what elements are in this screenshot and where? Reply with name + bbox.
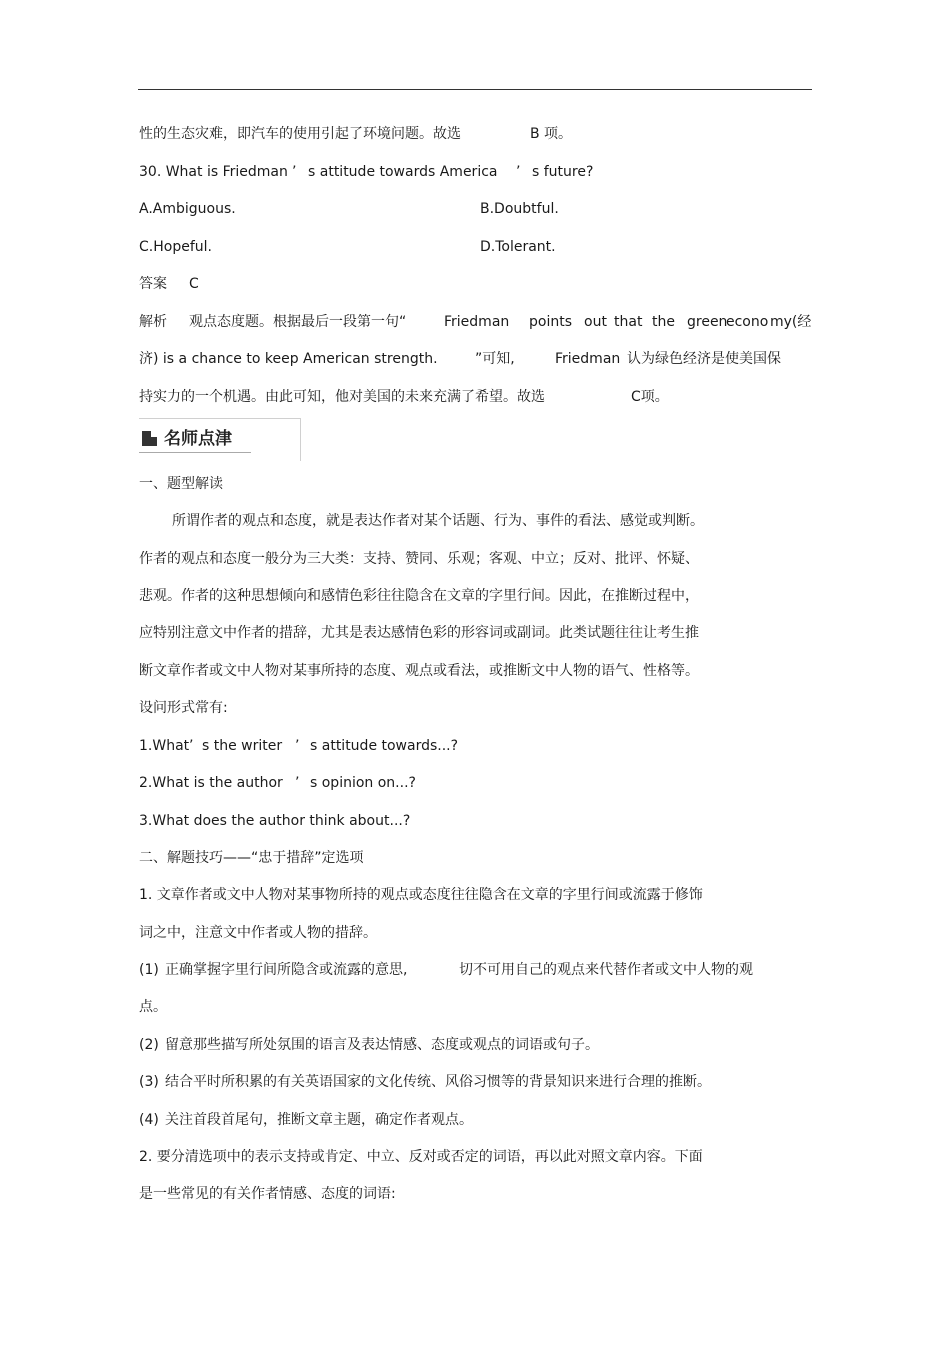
text-segment: (1) [139, 962, 159, 978]
text-segment: C项。 [631, 389, 669, 405]
text-segment: Friedman [555, 351, 621, 367]
square-marker-icon [142, 431, 157, 446]
text-segment: 切不可用自己的观点来代替作者或文中人物的观 [459, 962, 753, 978]
text-segment: 设问形式常有: [139, 700, 228, 716]
text-segment: 结合平时所积累的有关英语国家的文化传统、风俗习惯等的背景知识来进行合理的推断。 [165, 1074, 711, 1090]
text-segment: ’ [292, 164, 297, 180]
text-segment: green [687, 314, 728, 330]
text-segment: 所谓作者的观点和态度，就是表达作者对某个话题、行为、事件的看法、感觉或判断。 [172, 513, 704, 529]
text-segment: D.Tolerant. [480, 239, 556, 255]
text-segment: 解析 [139, 314, 167, 330]
text-segment: 认为绿色经济是使美国保 [627, 351, 781, 367]
text-segment: the [652, 314, 675, 330]
section-badge-label: 名师点津 [164, 429, 232, 449]
text-segment: 是一些常见的有关作者情感、态度的词语: [139, 1186, 396, 1202]
text-segment: s attitude towards...? [310, 738, 459, 754]
text-segment: 点。 [139, 999, 167, 1015]
text-segment: ”可知, [475, 351, 515, 367]
text-segment: 断文章作者或文中人物对某事所持的态度、观点或看法，或推断文中人物的语气、性格等。 [139, 663, 699, 679]
text-segment: 悲观。作者的这种思想倾向和感情色彩往往隐含在文章的字里行间。因此，在推断过程中， [139, 588, 699, 604]
text-segment: 关注首段首尾句，推断文章主题，确定作者观点。 [165, 1112, 473, 1128]
text-segment: 1.What [139, 738, 190, 754]
text-segment: 3.What does the author think about...? [139, 813, 411, 829]
text-segment: B 项。 [530, 126, 573, 142]
text-segment: (2) [139, 1037, 159, 1053]
text-segment: 1. 文章作者或文中人物对某事物所持的观点或态度往往隐含在文章的字里行间或流露于修饰 [139, 887, 703, 903]
text-segment: 答案 [139, 276, 167, 292]
text-segment: s opinion on...? [310, 775, 416, 791]
text-segment: 2. 要分清选项中的表示支持或肯定、中立、反对或否定的词语，再以此对照文章内容。下面 [139, 1149, 703, 1165]
text-segment: 持实力的一个机遇。由此可知，他对美国的未来充满了希望。故选 [139, 389, 545, 405]
text-segment: s the writer [202, 738, 283, 754]
text-segment: 正确掌握字里行间所隐含或流露的意思, [165, 962, 408, 978]
text-segment: 性的生态灾难，即汽车的使用引起了环境问题。故选 [139, 126, 461, 142]
text-segment: A.Ambiguous. [139, 201, 236, 217]
badge-underline [139, 452, 251, 453]
text-segment: (3) [139, 1074, 159, 1090]
text-segment: ’ [189, 738, 194, 754]
text-segment: 一、题型解读 [139, 476, 223, 492]
text-segment: s future? [532, 164, 594, 180]
text-segment: ’ [295, 775, 300, 791]
text-segment: B.Doubtful. [480, 201, 559, 217]
header-rule [138, 89, 812, 90]
text-segment: 济) is a chance to keep American strength. [139, 351, 438, 367]
text-segment: ’ [516, 164, 521, 180]
text-segment: 作者的观点和态度一般分为三大类：支持、赞同、乐观；客观、中立；反对、批评、怀疑、 [139, 551, 699, 567]
text-segment: my(经 [770, 314, 812, 330]
text-segment: Friedman [444, 314, 510, 330]
text-segment: 观点态度题。根据最后一段第一句“ [189, 314, 407, 330]
section-badge [139, 418, 301, 461]
text-segment: 2.What is the author [139, 775, 283, 791]
text-segment: (4) [139, 1112, 159, 1128]
text-segment: 30. What is Friedman [139, 164, 288, 180]
text-segment: 应特别注意文中作者的措辞，尤其是表达感情色彩的形容词或副词。此类试题往往让考生推 [139, 625, 699, 641]
text-segment: points [529, 314, 572, 330]
text-segment: ’ [295, 738, 300, 754]
text-segment: 词之中，注意文中作者或人物的措辞。 [139, 925, 377, 941]
text-segment: C.Hopeful. [139, 239, 212, 255]
text-segment: that [614, 314, 643, 330]
text-segment: s attitude towards America [308, 164, 498, 180]
text-segment: 留意那些描写所处氛围的语言及表达情感、态度或观点的词语或句子。 [165, 1037, 599, 1053]
text-segment: C [189, 276, 199, 292]
text-segment: econo [726, 314, 769, 330]
text-segment: 二、解题技巧——“忠于措辞”定选项 [139, 850, 364, 866]
text-segment: out [584, 314, 607, 330]
